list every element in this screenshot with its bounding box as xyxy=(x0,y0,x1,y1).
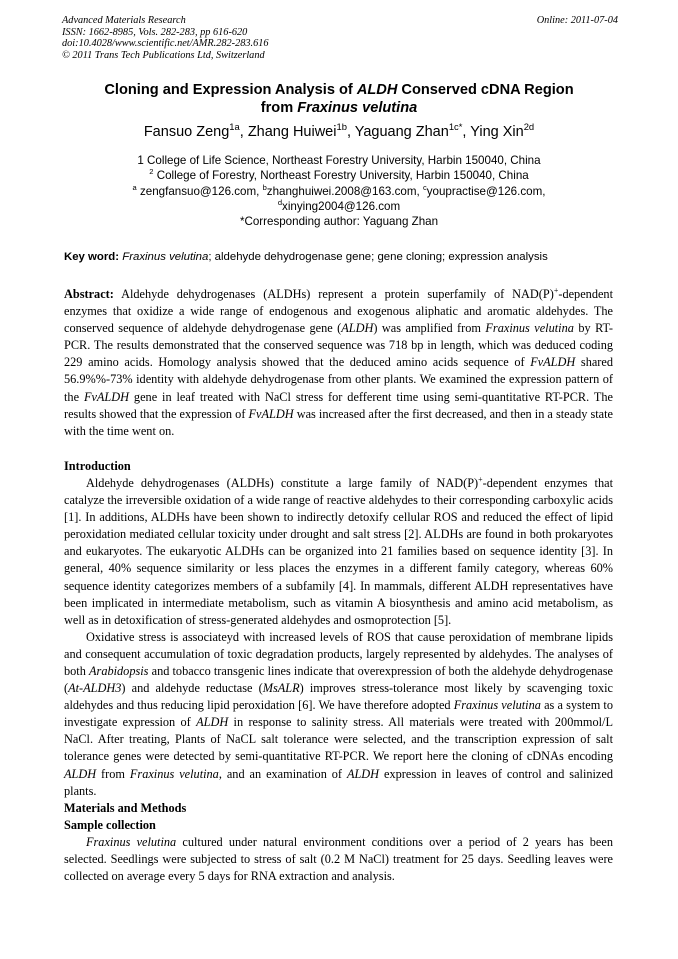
paper-body xyxy=(64,286,613,885)
section-heading: Materials and Methods xyxy=(64,800,187,815)
abstract-label: Abstract: xyxy=(64,287,114,301)
section-heading: Introduction xyxy=(64,458,131,473)
author-name: Fansuo Zeng xyxy=(143,124,230,140)
doi-line: doi:10.4028/www.scientific.net/AMR.282-283.616 xyxy=(62,38,269,49)
affiliation-2: $^2$ College of Forestry, Northeast Forestry University, Harbin 150040, China xyxy=(149,167,529,183)
author-name: Yaguang Zhan xyxy=(354,124,449,140)
title-species: Fraxinus velutina xyxy=(297,99,418,116)
email-line-2: $^d$xinying2004@126.com xyxy=(277,198,401,213)
online-date: Online: 2011-07-04 xyxy=(536,15,618,26)
email-line: $^a$ zengfansuo@126.com, $^b$zhanghuiwei.2008@163.com, $^c$youpractise@126.com, xyxy=(132,182,546,198)
paragraph: Oxidative stress is associateyd with increased levels of ROS that cause peroxidation of membrane lipids and consequent accumulation of toxic degradation products, largely represented by aldehydes. The analyses of both Arabidopsis and tobacco transgenic lines indicate that overexpression of both the aldehyde dehydrogenase (At-ALDH3) and aldehyde reductase (MsALR) improves stress-tolerance most likely by scavenging toxic aldehydes and thus reducing lipid peroxidation [6]. We have therefore adopted Fraxinus velutina as a system to investigate expression of ALDH in response to salinity stress. All materials were treated with 200mmol/L NaCl. After treating, Plants of NaCL salt tolerance were selected, and the transcription expression of salt tolerance genes were detected by semi-quantitative RT-PCR. We report here the cloning of cDNAs encoding ALDH from Fraxinus velutina, and an examination of ALDH expression in leaves of control and salinized plants. xyxy=(64,629,614,798)
page-header xyxy=(62,15,618,61)
affiliation-1: 1 College of Life Science, Northeast Forestry University, Harbin 150040, China xyxy=(137,154,541,167)
author-name: Zhang Huiwei xyxy=(247,124,337,140)
keywords: Key word: Fraxinus velutina; aldehyde dehydrogenase gene; gene cloning; expression analysis xyxy=(64,251,548,263)
paper-title: Cloning and Expression Analysis of ALDH Conserved cDNA Region from Fraxinus velutina xyxy=(104,82,574,116)
issn-line: ISSN: 1662-8985, Vols. 282-283, pp 616-620 xyxy=(62,26,248,38)
abstract: Abstract: Aldehyde dehydrogenases (ALDHs) represent a protein superfamily of NAD(P)+-dependent enzymes that oxidize a wide range of endogenous and exogenous aliphatic and aromatic aldehydes. The conserved sequence of aldehyde dehydrogenase gene (ALDH) was amplified from Fraxinus velutina by RT-PCR. The results demonstrated that the conserved sequence was 718 bp in length, which was deduced coding 229 amino acids. Homology analysis showed that the deduced amino acids sequence of FvALDH shared 56.9%%-73% identity with aldehyde dehydrogenase from other plants. We examined the expression pattern of the FvALDH gene in leaf treated with NaCl stress for defferent time using semi-quantitative RT-PCR. The results showed that the expression of FvALDH was increased after the first decreased, and then in a steady state with the time went on. xyxy=(64,285,614,438)
corresponding-author: *Corresponding author: Yaguang Zhan xyxy=(239,215,439,229)
title-gene: ALDH xyxy=(356,82,398,98)
journal-name: Advanced Materials Research xyxy=(62,15,186,26)
copyright-line: © 2011 Trans Tech Publications Ltd, Switzerland xyxy=(62,49,265,61)
affiliations xyxy=(62,153,616,229)
paragraph: Fraxinus velutina cultured under natural environment conditions over a period of 2 years has been selected. Seedlings were subjected to stress of salt (0.2 M NaCl) treatment for 25 days. Seedling leaves were collected on average every 5 days for RNA extraction and analysis. xyxy=(64,834,613,884)
paragraph: Aldehyde dehydrogenases (ALDHs) constitute a large family of NAD(P)+-dependent enzymes that catalyze the irreversible oxidation of a wide range of reactive aldehydes to their corresponding carboxylic acids [1]. In additions, ALDHs have been shown to indirectly detoxify cellular ROS and reduced the effect of lipid peroxidation mediated cellular toxicity under drought and salt stress [2]. ALDHs are found in both prokaryotes and eukaryotes. The eukaryotic ALDHs can be organized into 21 families based on sequence identity [3]. In general, 40% sequence similarity or less places the enzymes in a different family category, whereas 60% sequence identity categorizes members of a subfamily [4]. In mammals, different ALDH representatives have been implicated in intermediate metabolism, such as vitamin A biosynthesis and amino acid metabolism, as well as in detoxification of stress-generated aldehydes and osmoprotection [5]. xyxy=(64,474,613,627)
subsection-heading: Sample collection xyxy=(64,817,156,832)
keywords-label: Key word: xyxy=(64,251,123,263)
author-name: Ying Xin xyxy=(470,124,524,140)
author-list: Fansuo Zeng$^{1a}$, Zhang Huiwei$^{1b}$, Yaguang Zhan$^{1c*}$, Ying Xin$^{2d}$ xyxy=(143,121,535,140)
